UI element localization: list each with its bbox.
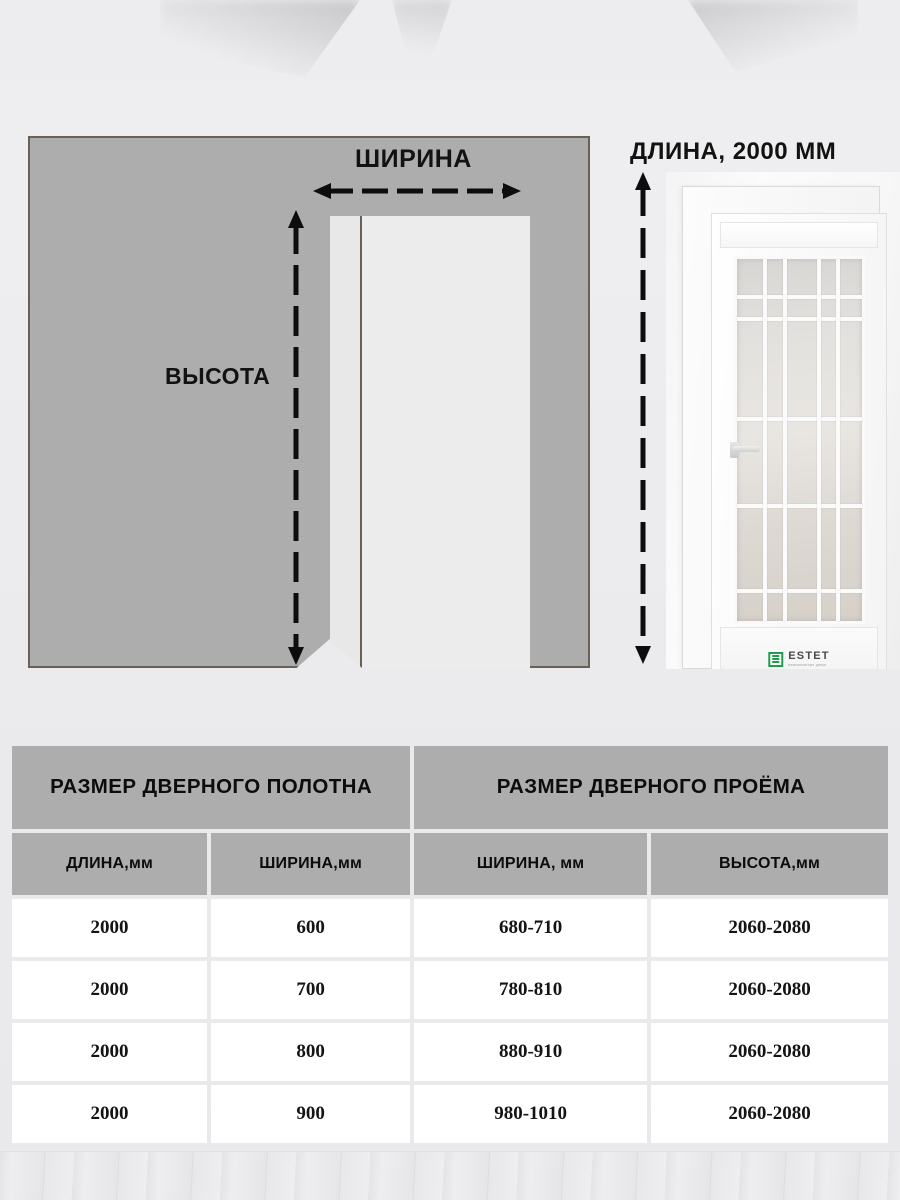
length-dimension-arrow-icon [632,172,654,664]
table-row [12,899,888,957]
door-opening-void [360,216,530,668]
group-header-door-leaf: РАЗМЕР ДВЕРНОГО ПОЛОТНА [12,746,410,829]
muntin-horizontal [737,317,862,321]
door-product-photo [666,172,900,669]
cell-leaf-length: 2000 [12,961,207,1019]
muntin-vertical [763,259,767,621]
column-header-opening-height: ВЫСОТА,мм [651,833,888,895]
door-leaf [711,213,887,669]
cell-leaf-length: 2000 [12,1085,207,1143]
cell-opening-width: 680-710 [414,899,647,957]
cell-leaf-width: 800 [211,1023,410,1081]
wall-jamb-right [528,216,590,668]
muntin-horizontal [737,504,862,508]
muntin-vertical [783,259,787,621]
column-header-opening-width: ШИРИНА, мм [414,833,647,895]
door-casing [682,186,880,669]
ceiling-shadow-right [688,0,858,72]
wall-jamb-reveal-left [330,216,362,668]
cell-leaf-width: 900 [211,1085,410,1143]
muntin-horizontal [737,589,862,593]
doorway-diagram [28,136,590,668]
column-header-leaf-length: ДЛИНА,мм [12,833,207,895]
estet-brand-name: ESTET [788,650,830,663]
estet-logo [768,651,829,667]
length-dimension-label: ДЛИНА, 2000 ММ [630,138,837,165]
cell-opening-height: 2060-2080 [651,1085,888,1143]
table-row [12,1085,888,1143]
estet-wordmark [788,651,829,667]
muntin-vertical [836,259,840,621]
column-header-leaf-width: ШИРИНА,мм [211,833,410,895]
ceiling-shadow-left [160,0,360,78]
width-dimension-label: ШИРИНА [355,145,472,173]
table-row [12,1023,888,1081]
floor-strip [0,1151,900,1200]
cell-opening-width: 880-910 [414,1023,647,1081]
width-dimension-arrow-icon [313,180,521,202]
height-dimension-label: ВЫСОТА [165,363,271,389]
ceiling-shadow-center [392,0,452,66]
cell-opening-height: 2060-2080 [651,1023,888,1081]
estet-glyph-icon [768,652,783,667]
estet-brand-tagline: межкомнатные двери [788,662,827,667]
cell-leaf-width: 600 [211,899,410,957]
dimension-table [12,746,888,1147]
height-dimension-arrow-icon [285,210,307,665]
door-top-rail [720,222,878,248]
cell-opening-width: 980-1010 [414,1085,647,1143]
door-handle-icon [732,446,760,452]
table-column-header-row [12,833,888,895]
cell-leaf-width: 700 [211,961,410,1019]
cell-leaf-length: 2000 [12,899,207,957]
cell-opening-height: 2060-2080 [651,899,888,957]
cell-opening-height: 2060-2080 [651,961,888,1019]
table-group-header-row [12,746,888,829]
muntin-vertical [817,259,821,621]
table-row [12,961,888,1019]
door-glass-panel [734,256,865,624]
cell-leaf-length: 2000 [12,1023,207,1081]
muntin-horizontal [737,417,862,421]
cell-opening-width: 780-810 [414,961,647,1019]
group-header-door-opening: РАЗМЕР ДВЕРНОГО ПРОЁМА [414,746,888,829]
muntin-horizontal [737,295,862,299]
